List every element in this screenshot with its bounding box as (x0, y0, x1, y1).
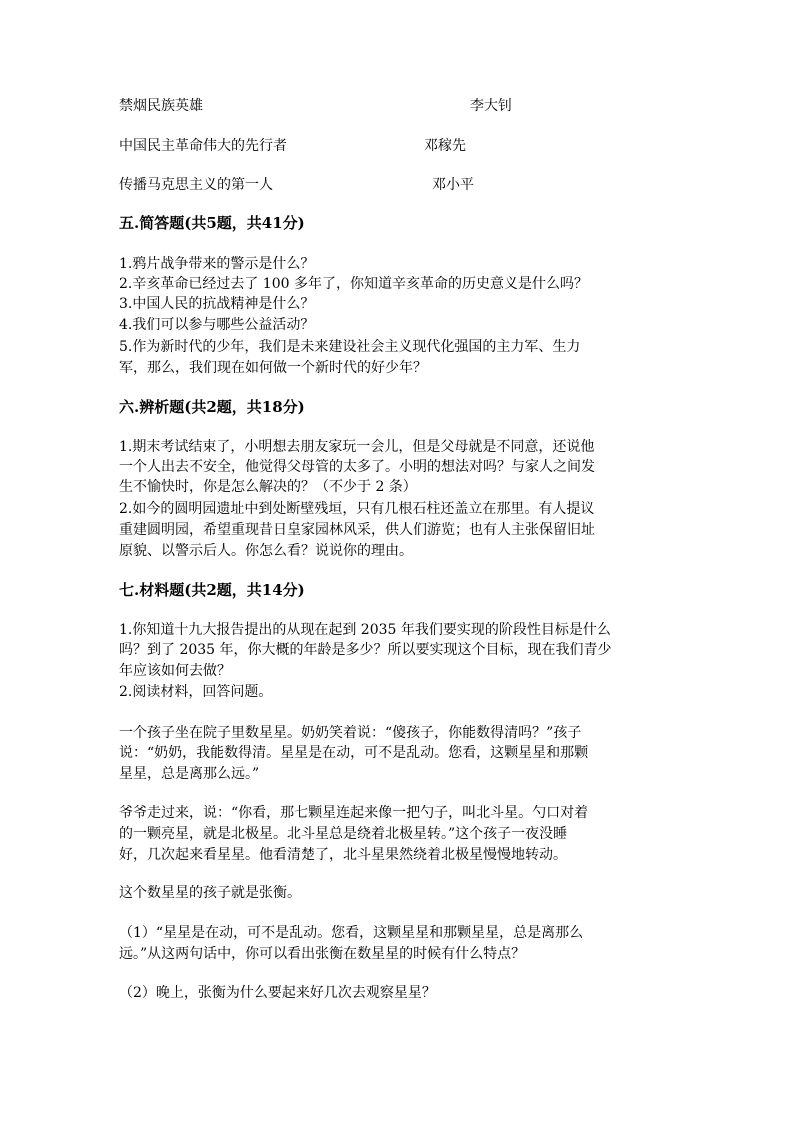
question-line: 2.阅读材料，回答问题。 (119, 684, 273, 700)
match-left-3: 传播马克思主义的第一人 (119, 177, 273, 193)
question-line: 2.辛亥革命已经过去了 100 多年了，你知道辛亥革命的历史意义是什么吗？ (119, 276, 588, 292)
material-line: 的一颗亮星，就是北极星。北斗星总是绕着北极星转。”这个孩子一夜没睡 (119, 826, 568, 842)
question-line: 2.如今的圆明园遗址中到处断壁残垣，只有几根石柱还盖立在那里。有人提议 (119, 501, 595, 517)
question-line: 4.我们可以参与哪些公益活动？ (119, 317, 315, 333)
match-right-1: 李大钊 (470, 98, 512, 114)
sub-question-line: （1）“星星是在动，可不是乱动。您看，这颗星星和那颗星星，总是离那么 (119, 925, 584, 941)
match-right-3: 邓小平 (432, 177, 474, 193)
material-line: 爷爷走过来，说：“你看，那七颗星连起来像一把勺子，叫北斗星。勺口对着 (119, 805, 589, 821)
material-line: 好，几次起来看星星。他看清楚了，北斗星果然绕着北极星慢慢地转动。 (119, 847, 567, 863)
question-line: 1.鸦片战争带来的警示是什么？ (119, 256, 315, 272)
material-line: 星星，总是离那么远。” (119, 766, 260, 782)
question-line: 军，那么，我们现在如何做一个新时代的好少年？ (119, 360, 427, 376)
question-line: 吗？到了 2035 年，你大概的年龄是多少？所以要实现这个目标，现在我们青少 (119, 642, 612, 658)
question-line: 生不愉快时，你是怎么解决的？（不少于 2 条） (119, 479, 417, 495)
match-left-2: 中国民主革命伟大的先行者 (119, 138, 287, 154)
section-heading-7: 七.材料题(共2题，共14分) (119, 581, 305, 599)
question-line: 1.期末考试结束了，小明想去朋友家玩一会儿，但是父母就是不同意，还说他 (119, 439, 595, 455)
material-line: 一个孩子坐在院子里数星星。奶奶笑着说：“傻孩子，你能数得清吗？”孩子 (119, 725, 582, 741)
question-line: 一个人出去不安全，他觉得父母管的太多了。小明的想法对吗？与家人之间发 (119, 459, 595, 475)
sub-question-line: （2）晚上，张衡为什么要起来好几次去观察星星？ (119, 985, 436, 1001)
material-line: 说：“奶奶，我能数得清。星星是在动，可不是乱动。您看，这颗星星和那颗 (119, 745, 589, 761)
material-line: 这个数星星的孩子就是张衡。 (119, 885, 301, 901)
question-line: 原貌、以警示后人。你怎么看？说说你的理由。 (119, 543, 413, 559)
question-line: 重建圆明园，希望重现昔日皇家园林风采，供人们游览；也有人主张保留旧址 (119, 522, 595, 538)
match-right-2: 邓稼先 (424, 138, 466, 154)
question-line: 1.你知道十九大报告提出的从现在起到 2035 年我们要实现的阶段性目标是什么 (119, 622, 611, 638)
section-heading-5: 五.简答题(共5题，共41分) (119, 214, 305, 232)
question-line: 年应该如何去做？ (119, 663, 231, 679)
question-line: 5.作为新时代的少年，我们是未来建设社会主义现代化强国的主力军、生力 (119, 339, 581, 355)
match-left-1: 禁烟民族英雄 (119, 98, 203, 114)
section-heading-6: 六.辨析题(共2题，共18分) (119, 398, 305, 416)
question-line: 3.中国人民的抗战精神是什么？ (119, 296, 315, 312)
sub-question-line: 远。”从这两句话中，你可以看出张衡在数星星的时候有什么特点？ (119, 946, 526, 962)
